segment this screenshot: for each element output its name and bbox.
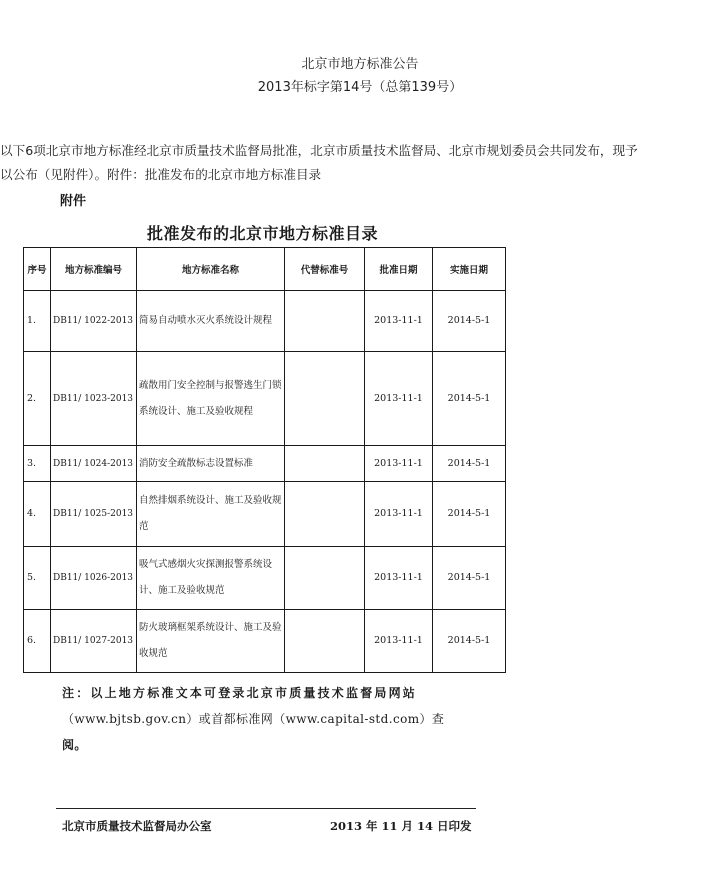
row-no: 3. <box>24 446 51 482</box>
row-replace <box>285 291 365 352</box>
table-header-row <box>24 248 506 291</box>
header-effective-date: 实施日期 <box>433 248 506 291</box>
table-row <box>24 446 506 482</box>
note-line-1: 注：以上地方标准文本可登录北京市质量技术监督局网站 <box>62 686 418 700</box>
row-code: DB11/ 1023-2013 <box>51 351 137 445</box>
header-code: 地方标准编号 <box>51 248 137 291</box>
header-approve-date: 批准日期 <box>365 248 433 291</box>
row-no: 4. <box>24 481 51 546</box>
note-line-3: 阅。 <box>62 738 87 752</box>
header-name: 地方标准名称 <box>137 248 285 291</box>
row-approve-date: 2013-11-1 <box>365 351 433 445</box>
header-replace: 代替标准号 <box>285 248 365 291</box>
row-no: 1. <box>24 291 51 352</box>
table-row <box>24 609 506 672</box>
row-replace <box>285 446 365 482</box>
row-effective-date: 2014-5-1 <box>433 291 506 352</box>
intro-line-1: 以下6项北京市地方标准经北京市质量技术监督局批准，北京市质量技术监督局、北京市规划委员会共同发布，现予 <box>0 143 638 158</box>
row-replace <box>285 609 365 672</box>
row-no: 2. <box>24 351 51 445</box>
page-title: 北京市地方标准公告 <box>301 57 419 72</box>
announcement-number: 2013年标字第14号（总第139号） <box>257 80 463 95</box>
table-row <box>24 291 506 352</box>
table-row <box>24 546 506 609</box>
row-effective-date: 2014-5-1 <box>433 351 506 445</box>
row-name: 简易自动喷水灭火系统设计规程 <box>137 291 285 352</box>
row-no: 6. <box>24 609 51 672</box>
row-effective-date: 2014-5-1 <box>433 546 506 609</box>
row-approve-date: 2013-11-1 <box>365 481 433 546</box>
row-approve-date: 2013-11-1 <box>365 609 433 672</box>
standards-table <box>23 247 506 673</box>
table-title: 批准发布的北京市地方标准目录 <box>147 224 379 243</box>
note-line-2: （www.bjtsb.gov.cn）或首都标准网（www.capital-std.com）查 <box>62 712 445 726</box>
intro-paragraph <box>0 139 716 187</box>
footer-divider <box>56 808 476 809</box>
table-row <box>24 481 506 546</box>
row-code: DB11/ 1024-2013 <box>51 446 137 482</box>
table-row <box>24 351 506 445</box>
row-code: DB11/ 1025-2013 <box>51 481 137 546</box>
row-name: 防火玻璃框架系统设计、施工及验收规范 <box>137 609 285 672</box>
row-replace <box>285 481 365 546</box>
intro-line-2: 以公布（见附件）。附件：批准发布的北京市地方标准目录 <box>0 167 322 182</box>
row-approve-date: 2013-11-1 <box>365 546 433 609</box>
row-code: DB11/ 1027-2013 <box>51 609 137 672</box>
row-name: 疏散用门安全控制与报警逃生门锁系统设计、施工及验收规程 <box>137 351 285 445</box>
row-code: DB11/ 1026-2013 <box>51 546 137 609</box>
row-name: 自然排烟系统设计、施工及验收规范 <box>137 481 285 546</box>
footer-date: 2013 年 11 月 14 日印发 <box>330 819 472 833</box>
row-code: DB11/ 1022-2013 <box>51 291 137 352</box>
row-no: 5. <box>24 546 51 609</box>
header-no: 序号 <box>24 248 51 291</box>
row-effective-date: 2014-5-1 <box>433 446 506 482</box>
attachment-label: 附件 <box>60 194 87 209</box>
row-replace <box>285 546 365 609</box>
row-effective-date: 2014-5-1 <box>433 481 506 546</box>
row-replace <box>285 351 365 445</box>
row-name: 吸气式感烟火灾探测报警系统设计、施工及验收规范 <box>137 546 285 609</box>
row-name: 消防安全疏散标志设置标准 <box>137 446 285 482</box>
row-effective-date: 2014-5-1 <box>433 609 506 672</box>
row-approve-date: 2013-11-1 <box>365 291 433 352</box>
row-approve-date: 2013-11-1 <box>365 446 433 482</box>
footer-office: 北京市质量技术监督局办公室 <box>62 819 212 833</box>
